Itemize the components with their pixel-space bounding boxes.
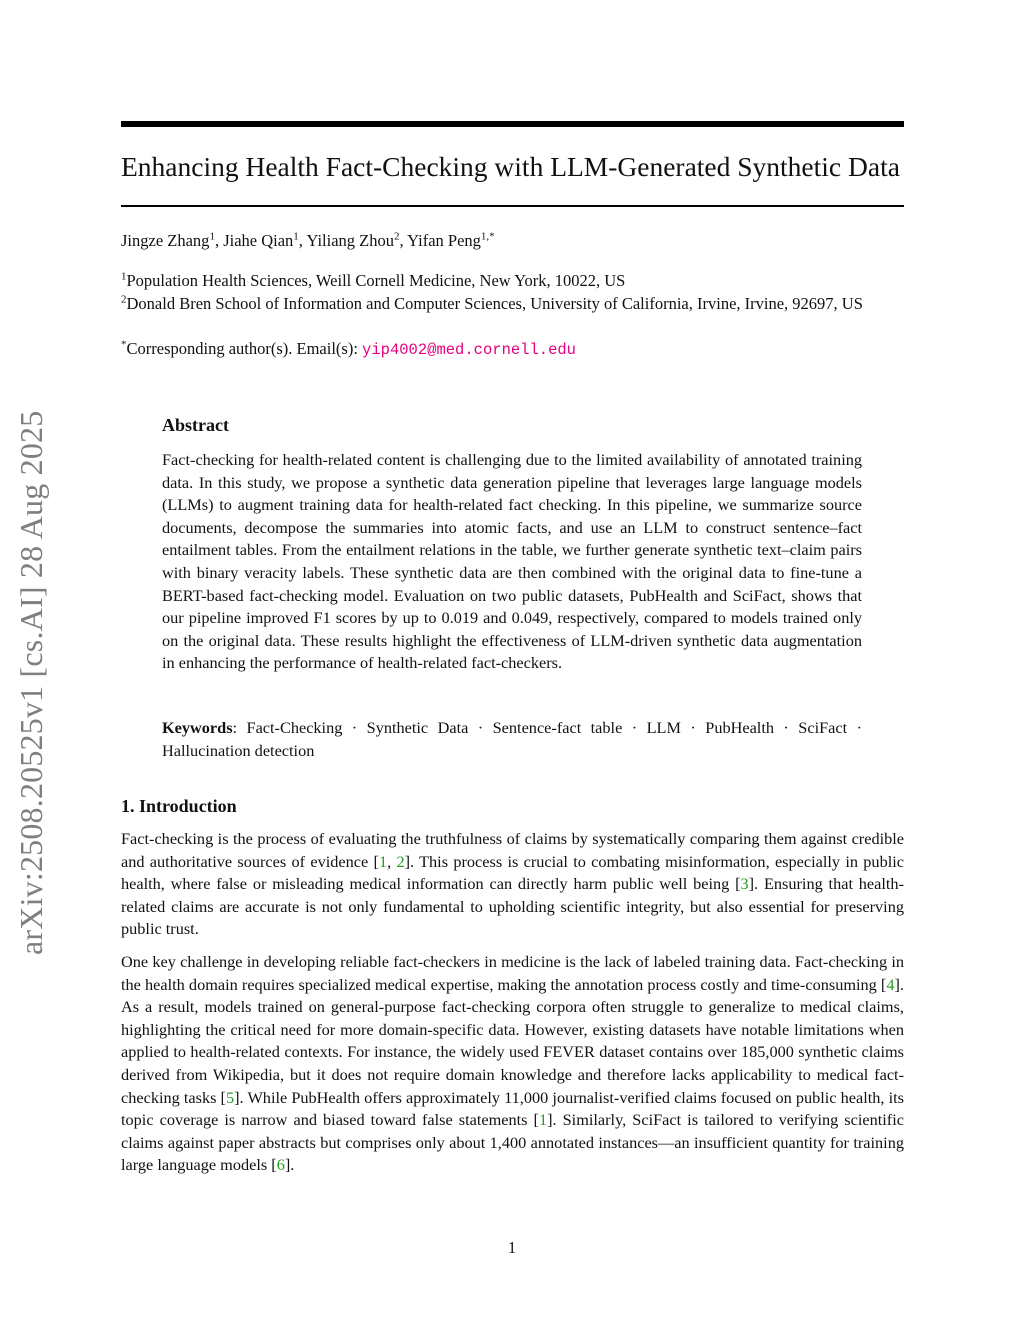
text-run: ]. Similarly, SciFact is tailored to verifying scientific claims against paper abstracts but comprises only about 1,400 annotated instances—an insufficient quantity for training large language models [ <box>121 1110 904 1175</box>
abstract-body: Fact-checking for health-related content is challenging due to the limited availability of annotated training data. In this study, we propose a synthetic data generation pipeline that leverages large language models (LLMs) to augment training data for health-related fact checking. In this pipeline, we summarize source documents, decompose the summaries into atomic facts, and use an LLM to construct sentence–fact entailment tables. From the entailment relations in the table, we further generate synthetic text–claim pairs with binary veracity labels. These synthetic data are then combined with the original data to fine-tune a BERT-based fact-checking model. Evaluation on two public datasets, PubHealth and SciFact, shows that our pipeline improved F1 scores by up to 0.019 and 0.049, respectively, compared to models trained only on the original data. These results highlight the effectiveness of LLM-driven synthetic data augmentation in enhancing the performance of health-related fact-checkers. <box>162 450 862 673</box>
author-name: Yiliang Zhou <box>306 231 394 250</box>
citation-link[interactable]: 1 <box>378 851 388 871</box>
affiliation-1 <box>121 270 911 293</box>
paper-title: Enhancing Health Fact-Checking with LLM-Generated Synthetic Data <box>121 151 900 182</box>
author-affiliation-mark: 1,* <box>480 230 495 243</box>
arxiv-identifier: arXiv:2508.20525v1 [cs.AI] 28 Aug 2025 <box>13 410 49 955</box>
citation-link[interactable]: 6 <box>276 1155 285 1175</box>
text-run: ]. As a result, models trained on general-purpose fact-checking corpora often struggle to generalize to medical claims, highlighting the critical need for more domain-specific data. However, existing datasets have notable limitations when applied to health-related contexts. For instance, the widely used FEVER dataset contains over 185,000 synthetic claims derived from Wikipedia, but it does not require domain knowledge and therefore lacks applicability to medical fact-checking tasks [ <box>121 974 904 1107</box>
author-name: Jiahe Qian <box>223 231 294 250</box>
author-name: Jingze Zhang <box>121 231 210 250</box>
email-link[interactable]: yip4002@med.cornell.edu <box>362 341 576 359</box>
text-run: ]. Ensuring that health-related claims are accurate is not only fundamental to upholding scientific integrity, but also essential for preserving public trust. <box>121 874 904 939</box>
abstract-heading: Abstract <box>162 415 229 435</box>
citation-link[interactable]: 5 <box>225 1087 235 1107</box>
citation-link[interactable]: 1 <box>538 1110 548 1130</box>
citation-link[interactable]: 3 <box>740 874 749 894</box>
corresponding-label: Corresponding author(s). Email(s): <box>126 339 363 358</box>
text-run: , <box>387 851 397 871</box>
text-run: One key challenge in developing reliable fact-checkers in medicine is the lack of labeled training data. Fact-checking in the health domain requires specialized medical expertise, making the annotation process costly and time-consuming [ <box>121 952 904 994</box>
text-run: ]. This process is crucial to combating misinformation, especially in public health, where false or misleading medical information can directly harm public well being [ <box>121 851 904 894</box>
citation-link[interactable]: 4 <box>886 974 895 994</box>
keywords-label: Keywords <box>162 718 233 737</box>
text-run: ]. <box>284 1155 295 1175</box>
author-list <box>121 229 495 253</box>
author-name: Yifan Peng <box>407 231 481 250</box>
author-separator: , <box>399 231 408 250</box>
intro-paragraph-1 <box>121 828 904 941</box>
keywords-list: : Fact-Checking · Synthetic Data · Sentence-fact table · LLM · PubHealth · SciFact · Hallucination detection <box>162 718 862 760</box>
author-affiliation-mark: 1 <box>209 230 215 243</box>
affiliation-mark: 1 <box>121 270 127 283</box>
text-run: ]. While PubHealth offers approximately 11,000 journalist-verified claims focused on public health, its topic coverage is narrow and biased toward false statements [ <box>121 1087 905 1130</box>
author-affiliation-mark: 2 <box>393 230 400 243</box>
section-heading-introduction: 1. Introduction <box>121 796 237 816</box>
keywords <box>162 717 862 762</box>
text-run: Fact-checking is the process of evaluating the truthfulness of claims by systematically comparing them against credible and authoritative sources of evidence [ <box>121 829 904 871</box>
affiliation-text: Population Health Sciences, Weill Cornell Medicine, New York, 10022, US <box>126 271 626 290</box>
corresponding-author <box>121 338 911 362</box>
affiliation-2 <box>121 293 911 316</box>
citation-link[interactable]: 2 <box>396 851 405 871</box>
title-bottom-rule <box>121 205 904 207</box>
title-top-rule <box>121 121 904 127</box>
page-number: 1 <box>507 1238 517 1257</box>
author-affiliation-mark: 1 <box>293 230 299 243</box>
intro-paragraph-2 <box>121 951 904 1177</box>
affiliation-mark: 2 <box>121 293 127 306</box>
corresponding-mark: * <box>121 338 127 351</box>
author-separator: , <box>214 231 224 250</box>
author-separator: , <box>298 231 307 250</box>
affiliation-text: Donald Bren School of Information and Computer Sciences, University of California, Irvine, Irvine, 92697, US <box>126 294 863 313</box>
